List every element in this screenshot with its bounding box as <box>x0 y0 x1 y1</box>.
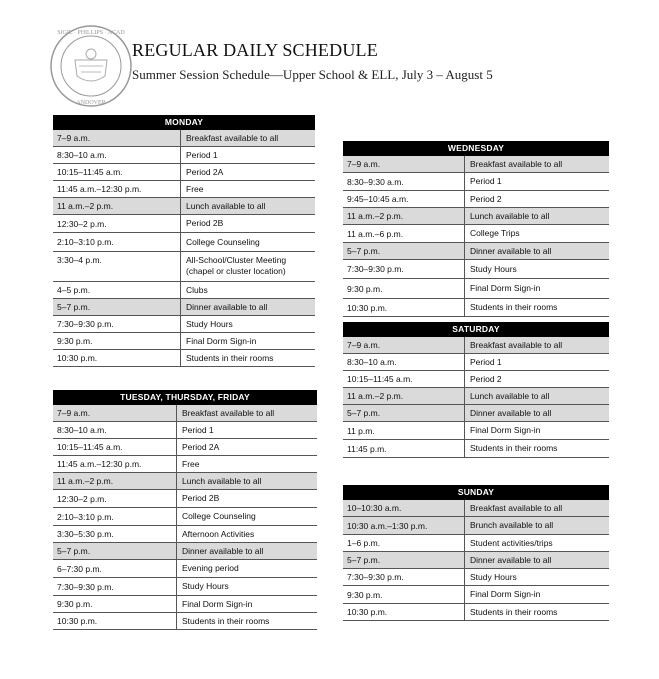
schedule-row <box>53 578 317 596</box>
svg-text:ANDOVER: ANDOVER <box>76 100 106 106</box>
time-cell: 5–7 p.m. <box>343 405 465 421</box>
time-cell: 11 a.m.–6 p.m. <box>343 225 465 242</box>
time-cell: 10–10:30 a.m. <box>343 500 465 516</box>
time-cell: 11 a.m.–2 p.m. <box>343 388 465 404</box>
schedule-header: TUESDAY, THURSDAY, FRIDAY <box>53 390 317 405</box>
activity-cell: Lunch available to all <box>470 210 550 221</box>
activity-cell: Study Hours <box>186 318 233 329</box>
time-cell: 10:15–11:45 a.m. <box>53 439 177 455</box>
activity-cell: Final Dorm Sign-in <box>182 598 253 609</box>
time-cell: 8:30–10 a.m. <box>53 147 181 163</box>
time-cell: 3:30–4 p.m. <box>53 252 181 281</box>
activity-cell: Period 2 <box>470 193 502 204</box>
schedule-row <box>343 586 609 604</box>
activity-cell: Dinner available to all <box>470 245 552 256</box>
activity-cell: Study Hours <box>470 571 517 582</box>
time-cell: 11:45 p.m. <box>343 440 465 457</box>
schedule-row <box>343 354 609 371</box>
time-cell: 7–9 a.m. <box>343 337 465 353</box>
time-cell: 2:10–3:10 p.m. <box>53 233 181 251</box>
schedule-row <box>53 282 315 299</box>
schedule-row <box>53 350 315 367</box>
schedule-row <box>53 439 317 456</box>
activity-cell: Breakfast available to all <box>182 407 275 418</box>
time-cell: 7–9 a.m. <box>343 156 465 172</box>
schedule-row <box>53 456 317 473</box>
time-cell: 11 a.m.–2 p.m. <box>53 198 181 214</box>
schedule-row <box>343 279 609 299</box>
activity-cell: Period 1 <box>470 176 502 186</box>
schedule-row <box>343 260 609 279</box>
time-cell: 12:30–2 p.m. <box>53 215 181 232</box>
activity-cell: Lunch available to all <box>470 390 550 401</box>
time-cell: 5–7 p.m. <box>53 543 177 559</box>
activity-cell: Free <box>186 183 204 194</box>
activity-cell: Dinner available to all <box>182 545 264 556</box>
time-cell: 8:30–10 a.m. <box>343 354 465 370</box>
activity-cell: Breakfast available to all <box>470 339 563 350</box>
activity-cell: Study Hours <box>470 263 517 274</box>
schedule-row <box>343 191 609 208</box>
time-cell: 11:45 a.m.–12:30 p.m. <box>53 456 177 472</box>
time-cell: 5–7 p.m. <box>343 552 465 568</box>
time-cell: 4–5 p.m. <box>53 282 181 298</box>
time-cell: 9:30 p.m. <box>53 333 181 349</box>
page-subtitle: Summer Session Schedule—Upper School & ELL, July 3 – August 5 <box>132 67 493 82</box>
activity-cell: Final Dorm Sign-in <box>470 589 541 599</box>
schedule-row <box>53 543 317 560</box>
time-cell: 9:45–10:45 a.m. <box>343 191 465 207</box>
time-cell: 8:30–9:30 a.m. <box>343 173 465 190</box>
schedule-row <box>343 337 609 354</box>
activity-cell: College Trips <box>470 228 520 238</box>
activity-cell: Dinner available to all <box>470 554 552 565</box>
activity-cell: Dinner available to all <box>470 407 552 418</box>
activity-cell: Breakfast available to all <box>470 158 563 169</box>
activity-cell: Final Dorm Sign-in <box>470 283 541 293</box>
schedule-row <box>53 164 315 181</box>
activity-cell: Evening period <box>182 563 239 573</box>
time-cell: 11 p.m. <box>343 422 465 439</box>
schedule-row <box>53 596 317 613</box>
time-cell: 10:30 p.m. <box>343 299 465 316</box>
schedule-row <box>343 422 609 440</box>
time-cell: 7–9 a.m. <box>53 130 181 146</box>
time-cell: 7:30–9:30 p.m. <box>343 260 465 278</box>
schedule-row <box>343 208 609 225</box>
activity-cell: Lunch available to all <box>186 200 266 211</box>
time-cell: 6–7:30 p.m. <box>53 560 177 577</box>
activity-cell: Final Dorm Sign-in <box>186 335 257 346</box>
schedule-row <box>53 147 315 164</box>
time-cell: 10:30 a.m.–1:30 p.m. <box>343 517 465 534</box>
schedule-header: WEDNESDAY <box>343 141 609 156</box>
schedule-row <box>343 517 609 535</box>
schedule-row <box>53 233 315 252</box>
time-cell: 1–6 p.m. <box>343 535 465 551</box>
page-title: REGULAR DAILY SCHEDULE <box>132 40 378 60</box>
schedule-monday <box>53 115 315 367</box>
schedule-row <box>53 405 317 422</box>
schedule-row <box>53 526 317 543</box>
time-cell: 10:30 p.m. <box>343 604 465 620</box>
activity-cell: Period 1 <box>182 424 214 435</box>
activity-cell: Students in their rooms <box>186 352 274 363</box>
schedule-row <box>53 490 317 508</box>
schedule-row <box>343 299 609 317</box>
schedule-row <box>343 371 609 388</box>
schedule-header: SUNDAY <box>343 485 609 500</box>
activity-cell: Period 2A <box>182 441 220 452</box>
time-cell: 7–9 a.m. <box>53 405 177 421</box>
time-cell: 7:30–9:30 p.m. <box>53 316 181 332</box>
time-cell: 12:30–2 p.m. <box>53 490 177 507</box>
time-cell: 11:45 a.m.–12:30 p.m. <box>53 181 181 197</box>
schedule-row <box>343 388 609 405</box>
activity-cell <box>181 252 315 281</box>
schedule-row <box>343 440 609 458</box>
schedule-row <box>53 181 315 198</box>
activity-cell: Study Hours <box>182 581 229 591</box>
schedule-row <box>53 215 315 233</box>
activity-cell: Lunch available to all <box>182 475 262 486</box>
activity-cell: Students in their rooms <box>470 606 558 617</box>
schedule-row <box>343 225 609 243</box>
schedule-row <box>53 130 315 147</box>
schedule-header: SATURDAY <box>343 322 609 337</box>
time-cell: 9:30 p.m. <box>343 279 465 298</box>
activity-cell: Final Dorm Sign-in <box>470 425 541 435</box>
activity-cell: Period 2 <box>470 373 502 384</box>
svg-text:SIGIL · PHILLIPS · ACAD: SIGIL · PHILLIPS · ACAD <box>57 30 125 36</box>
activity-cell: College Counseling <box>186 236 260 247</box>
activity-cell: Period 2B <box>182 493 220 503</box>
schedule-row <box>53 473 317 490</box>
schedule-row <box>53 333 315 350</box>
schedule-row <box>53 422 317 439</box>
time-cell: 7:30–9:30 p.m. <box>53 578 177 595</box>
time-cell: 10:15–11:45 a.m. <box>343 371 465 387</box>
schedule-row <box>343 405 609 422</box>
activity-cell: Brunch available to all <box>470 520 554 530</box>
schedule-saturday <box>343 322 609 458</box>
schedule-wednesday <box>343 141 609 317</box>
activity-line: All-School/Cluster Meeting <box>186 255 287 265</box>
activity-cell: Breakfast available to all <box>470 502 563 513</box>
schedule-row <box>53 316 315 333</box>
schedule-row <box>343 243 609 260</box>
time-cell: 10:15–11:45 a.m. <box>53 164 181 180</box>
activity-cell: Period 2A <box>186 166 224 177</box>
schedule-sunday <box>343 485 609 621</box>
activity-line: (chapel or cluster location) <box>186 266 286 276</box>
activity-cell: Clubs <box>186 284 208 295</box>
schedule-header: MONDAY <box>53 115 315 130</box>
activity-cell: College Counseling <box>182 511 256 521</box>
activity-cell: Dinner available to all <box>186 301 268 312</box>
time-cell: 5–7 p.m. <box>53 299 181 315</box>
schedule-row <box>343 156 609 173</box>
school-seal-icon <box>49 24 133 108</box>
schedule-row <box>343 173 609 191</box>
time-cell: 11 a.m.–2 p.m. <box>53 473 177 489</box>
schedule-row <box>53 299 315 316</box>
activity-cell: Afternoon Activities <box>182 528 255 539</box>
schedule-row <box>343 552 609 569</box>
schedule-row <box>343 535 609 552</box>
schedule-row <box>343 569 609 586</box>
activity-cell: Period 1 <box>186 149 218 160</box>
activity-cell: Free <box>182 458 200 469</box>
schedule-row <box>343 604 609 621</box>
time-cell: 8:30–10 a.m. <box>53 422 177 438</box>
activity-cell: Students in their rooms <box>470 443 558 453</box>
schedule-row <box>53 508 317 526</box>
time-cell: 11 a.m.–2 p.m. <box>343 208 465 224</box>
activity-cell: Student activities/trips <box>470 537 553 548</box>
schedule-row <box>53 560 317 578</box>
time-cell: 7:30–9:30 p.m. <box>343 569 465 585</box>
schedule-row <box>53 613 317 630</box>
activity-cell: Students in their rooms <box>470 302 558 312</box>
time-cell: 5–7 p.m. <box>343 243 465 259</box>
activity-cell: Period 1 <box>470 356 502 367</box>
time-cell: 3:30–5:30 p.m. <box>53 526 177 542</box>
activity-cell: Students in their rooms <box>182 615 270 626</box>
schedule-row <box>53 252 315 282</box>
schedule-row <box>53 198 315 215</box>
activity-cell: Period 2B <box>186 218 224 228</box>
time-cell: 9:30 p.m. <box>343 586 465 603</box>
time-cell: 10:30 p.m. <box>53 350 181 366</box>
activity-cell: Breakfast available to all <box>186 132 279 143</box>
time-cell: 10:30 p.m. <box>53 613 177 629</box>
time-cell: 9:30 p.m. <box>53 596 177 612</box>
schedule-tue-thu-fri <box>53 390 317 630</box>
time-cell: 2:10–3:10 p.m. <box>53 508 177 525</box>
schedule-row <box>343 500 609 517</box>
